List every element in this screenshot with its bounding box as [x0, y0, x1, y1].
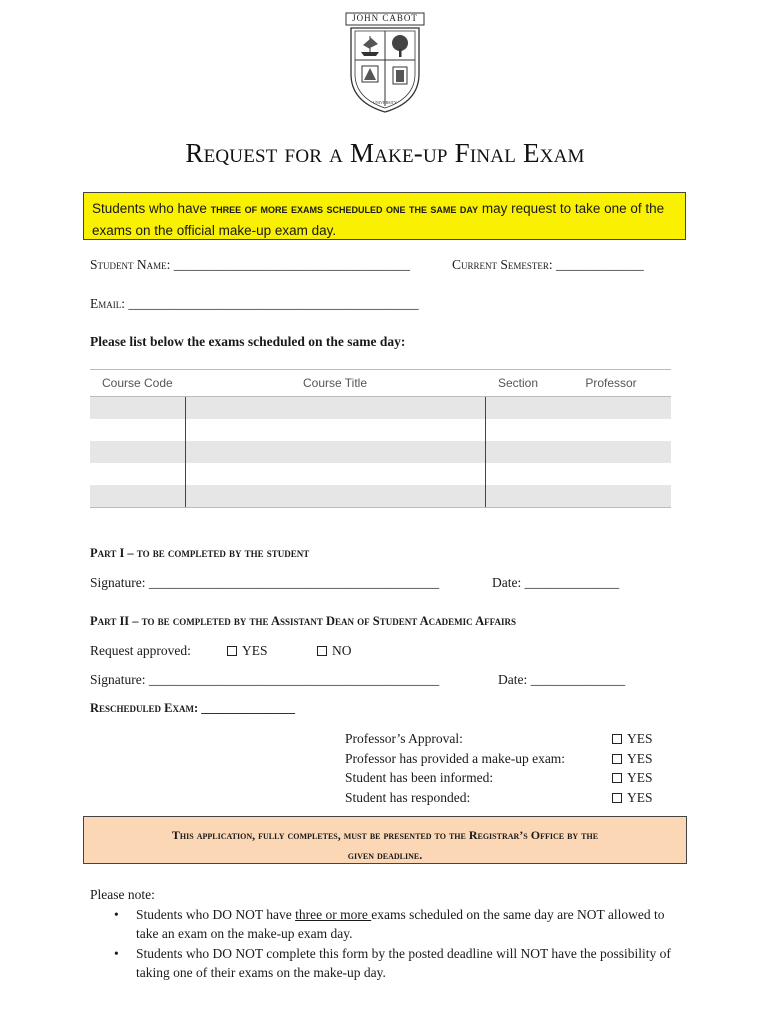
notes-list	[90, 905, 690, 983]
course-code-cell[interactable]	[90, 419, 186, 441]
exam-table-body	[90, 397, 671, 507]
email-field[interactable]: Email: ___________________________________________	[90, 296, 419, 311]
exam-table-header	[90, 370, 671, 397]
bullet1-before: Students who DO NOT have	[136, 906, 296, 922]
approvals-labels	[345, 729, 565, 807]
approval-value: YES	[627, 750, 653, 766]
checkbox-icon[interactable]	[612, 734, 622, 744]
course-code-cell[interactable]	[90, 463, 186, 485]
table-row	[90, 419, 671, 441]
approval-label: Professor has provided a make-up exam:	[345, 750, 566, 766]
current-semester-field[interactable]: Current Semester: _____________	[452, 257, 644, 272]
student-name-field[interactable]: Student Name: ___________________________________	[90, 257, 410, 272]
professor-cell[interactable]	[551, 397, 671, 419]
approval-value: YES	[627, 770, 653, 785]
approval-value: YES	[627, 789, 653, 805]
approval-option[interactable]	[612, 729, 653, 749]
approvals-checkboxes	[612, 729, 653, 807]
part1-signature-field[interactable]: Signature: ___________________________________________	[90, 575, 440, 590]
section-cell[interactable]	[486, 419, 552, 441]
notice-text-after: may request to take one of the exams on the official make-up exam day.	[92, 201, 665, 238]
course-code-cell[interactable]	[90, 441, 186, 463]
bullet1-underlined: three or more	[295, 906, 372, 922]
approval-option[interactable]	[612, 788, 653, 808]
deadline-notice	[83, 816, 687, 864]
approval-option[interactable]	[612, 768, 653, 788]
professor-cell[interactable]	[551, 419, 671, 441]
part1-heading: Part I – to be completed by the student	[90, 546, 310, 560]
crest-name: JOHN CABOT	[352, 13, 418, 23]
column-header-course-code: Course Code	[102, 376, 173, 390]
notes-heading: Please note:	[90, 887, 155, 902]
notice-text-before: Students who have	[92, 201, 211, 216]
svg-text:UNIVERSITY: UNIVERSITY	[373, 100, 397, 105]
exam-list-prompt: Please list below the exams scheduled on the same day:	[90, 334, 406, 349]
course-title-cell[interactable]	[186, 397, 486, 419]
page-title: Request for a Make-up Final Exam	[185, 138, 585, 168]
deadline-line-2: given deadline.	[347, 848, 423, 862]
section-cell[interactable]	[486, 463, 552, 485]
rescheduled-exam-field[interactable]: Rescheduled Exam: _______________	[90, 701, 296, 715]
course-code-cell[interactable]	[90, 397, 186, 419]
request-approved-yes[interactable]	[227, 643, 268, 659]
column-header-professor: Professor	[585, 376, 637, 390]
course-title-cell[interactable]	[186, 485, 486, 507]
table-row	[90, 463, 671, 485]
exam-table	[90, 369, 671, 508]
approval-option[interactable]	[612, 749, 653, 769]
professor-cell[interactable]	[551, 485, 671, 507]
part2-heading: Part II – to be completed by the Assistant Dean of Student Academic Affairs	[90, 614, 516, 628]
approval-label: Professor’s Approval:	[345, 731, 463, 746]
approval-value: YES	[627, 731, 653, 746]
checkbox-icon[interactable]	[612, 773, 622, 783]
approval-label: Student has been informed:	[345, 770, 494, 785]
yes-label: YES	[242, 643, 268, 658]
table-row	[90, 485, 671, 507]
professor-cell[interactable]	[551, 441, 671, 463]
course-title-cell[interactable]	[186, 441, 486, 463]
table-row	[90, 441, 671, 463]
university-crest-icon	[345, 12, 425, 114]
section-cell[interactable]	[486, 441, 552, 463]
checkbox-icon[interactable]	[317, 646, 327, 656]
part2-date-field[interactable]: Date: ______________	[498, 672, 626, 687]
course-code-cell[interactable]	[90, 485, 186, 507]
section-cell[interactable]	[486, 485, 552, 507]
approval-label: Student has responded:	[345, 789, 471, 805]
table-row	[90, 397, 671, 419]
column-header-course-title: Course Title	[302, 376, 368, 390]
part1-date-field[interactable]: Date: ______________	[492, 575, 620, 590]
checkbox-icon[interactable]	[612, 793, 622, 803]
request-approved-no[interactable]	[317, 643, 352, 659]
checkbox-icon[interactable]	[227, 646, 237, 656]
bullet1-after: exams scheduled on the same day are NOT allowed to take an exam on the make-up exam day.	[136, 906, 665, 941]
no-label: NO	[332, 643, 352, 658]
course-title-cell[interactable]	[186, 419, 486, 441]
checkbox-icon[interactable]	[612, 754, 622, 764]
notice-emphasis: three of more exams scheduled one the same day	[210, 202, 479, 216]
professor-cell[interactable]	[551, 463, 671, 485]
section-cell[interactable]	[486, 397, 552, 419]
request-approved-label: Request approved:	[90, 643, 191, 658]
column-header-section: Section	[497, 376, 539, 390]
notes-section	[90, 885, 690, 983]
list-item: • Students who DO NOT complete this form by the posted deadline will NOT have the possibility of taking one of their exams on the make-up day.	[90, 944, 690, 983]
part2-signature-field[interactable]: Signature: ___________________________________________	[90, 672, 440, 687]
eligibility-notice	[83, 192, 686, 240]
deadline-line-1: This application, fully completes, must be presented to the Registrar’s Office by the	[171, 828, 599, 842]
list-item	[90, 905, 690, 944]
course-title-cell[interactable]	[186, 463, 486, 485]
